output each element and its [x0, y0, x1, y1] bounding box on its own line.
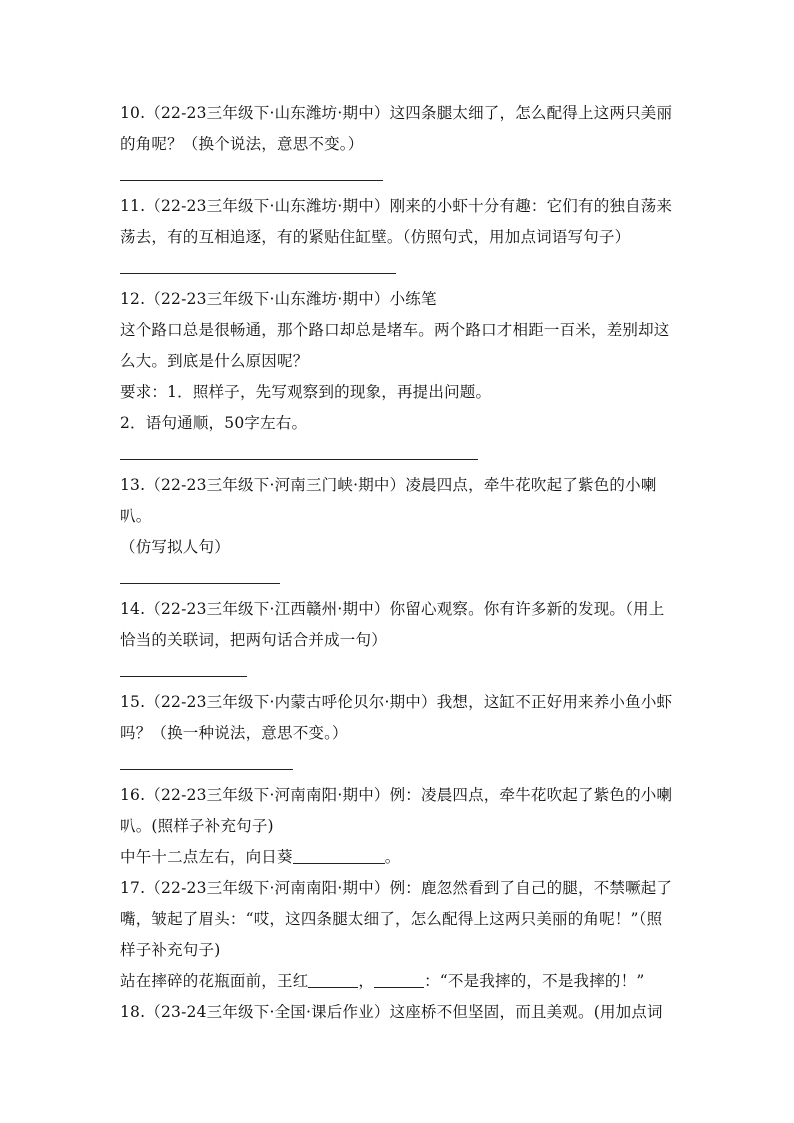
answer-line-11[interactable]: [120, 253, 680, 284]
fill-sentence-17: [120, 966, 680, 997]
question-source: （22-23三年级下·河南三门峡·期中）: [145, 476, 406, 494]
question-text: 恰当的关联词，把两句话合并成一句）: [120, 631, 387, 649]
question-number: 14.: [120, 600, 146, 618]
fill-text: 站在摔碎的花瓶面前，王红: [120, 972, 309, 990]
question-number: 12.: [120, 290, 146, 308]
question-text: 荡去，有的互相追逐，有的紧贴住缸壁。（仿照句式，用加点词语写句子）: [120, 228, 631, 246]
question-text: 这座桥不但坚固，而且美观。(用加点词: [389, 1003, 663, 1021]
question-number: 17.: [120, 879, 146, 897]
question-number: 16.: [120, 786, 146, 804]
fill-blank[interactable]: [374, 972, 424, 989]
question-text: 嘴，皱起了眉头：“哎，这四条腿太细了，怎么配得上这两只美丽的角呢！”（照: [120, 910, 663, 928]
question-source: （22-23三年级下·山东潍坊·期中）: [145, 104, 390, 122]
question-text: 例：凌晨四点，牵牛花吹起了紫色的小喇: [389, 786, 673, 804]
question-source: （23-24三年级下·全国·课后作业）: [145, 1003, 390, 1021]
question-text: 我想，这缸不正好用来养小鱼小虾: [436, 693, 673, 711]
question-text: 刚来的小虾十分有趣：它们有的独自荡来: [389, 197, 673, 215]
answer-line-13[interactable]: [120, 563, 680, 594]
question-text: 这四条腿太细了，怎么配得上这两只美丽: [389, 104, 673, 122]
question-18: [120, 997, 680, 1028]
fill-text: ：“不是我摔的，不是我摔的！”: [424, 972, 645, 990]
question-10: [120, 98, 680, 129]
answer-line-15[interactable]: [120, 749, 680, 780]
question-15: [120, 687, 680, 718]
answer-line-14[interactable]: [120, 656, 680, 687]
question-text: 么大。到底是什么原因呢？: [120, 352, 309, 370]
question-source: （22-23三年级下·内蒙古呼伦贝尔·期中）: [145, 693, 437, 711]
question-text: 的角呢？（换个说法，意思不变。）: [120, 135, 364, 153]
answer-line-10[interactable]: [120, 160, 680, 191]
question-source: （22-23三年级下·山东潍坊·期中）: [145, 197, 390, 215]
question-source: （22-23三年级下·山东潍坊·期中）: [145, 290, 390, 308]
fill-text: ，: [358, 972, 375, 990]
fill-sentence-16: [120, 842, 680, 873]
fill-text: 中午十二点左右，向日葵: [120, 848, 293, 866]
question-requirement: 要求：1．照样子，先写观察到的现象，再提出问题。: [120, 383, 492, 401]
question-source: （22-23三年级下·河南南阳·期中）: [145, 786, 390, 804]
question-requirement: 2．语句通顺，50字左右。: [120, 414, 308, 432]
question-text: 吗？（换一种说法，意思不变。）: [120, 724, 348, 742]
fill-text: 。: [384, 848, 401, 866]
worksheet-page: [120, 98, 680, 1028]
answer-line-12[interactable]: [120, 439, 680, 470]
question-12: [120, 284, 680, 315]
question-source: （22-23三年级下·河南南阳·期中）: [145, 879, 390, 897]
question-11: [120, 191, 680, 222]
question-source: （22-23三年级下·江西赣州·期中）: [145, 600, 390, 618]
question-text: 样子补充句子): [120, 941, 221, 959]
question-number: 10.: [120, 104, 146, 122]
question-text: 例：鹿忽然看到了自己的腿，不禁噘起了: [389, 879, 673, 897]
fill-blank[interactable]: [293, 848, 385, 865]
question-17: [120, 873, 680, 904]
question-text: 叭。(照样子补充句子): [120, 817, 274, 835]
question-13: [120, 470, 680, 532]
question-text: 小练笔: [389, 290, 437, 308]
question-text: 凌晨四点，牵牛花吹起了紫色的小喇叭。: [120, 476, 657, 525]
question-text: 这个路口总是很畅通，那个路口却总是堵车。两个路口才相距一百米，差别却这: [120, 321, 670, 339]
question-number: 18.: [120, 1003, 146, 1021]
question-text: （仿写拟人句）: [120, 538, 230, 556]
question-text: 你留心观察。你有许多新的发现。（用上: [389, 600, 665, 618]
question-number: 11.: [120, 197, 146, 215]
question-16: [120, 780, 680, 811]
question-number: 13.: [120, 476, 146, 494]
fill-blank[interactable]: [308, 972, 358, 989]
question-14: [120, 594, 680, 625]
question-number: 15.: [120, 693, 146, 711]
